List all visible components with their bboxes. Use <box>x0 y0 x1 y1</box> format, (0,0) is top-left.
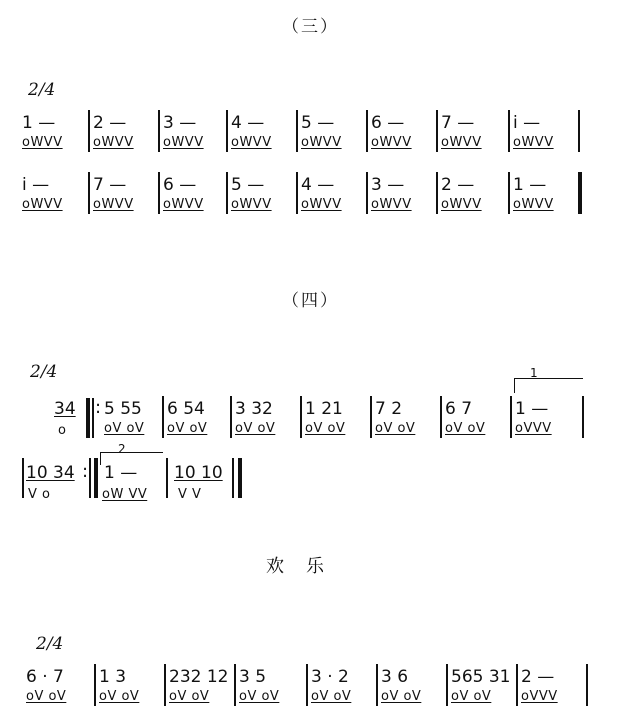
note-group: 7 — <box>441 113 475 133</box>
barline <box>296 172 298 214</box>
syllable-group: oV oV <box>26 689 67 704</box>
barline <box>508 110 510 152</box>
syllable-group: oV oV <box>99 689 140 704</box>
volta-number: 2 <box>118 442 126 456</box>
volta-bracket-1 <box>514 378 583 393</box>
syllable-group: oV oV <box>169 689 210 704</box>
barline <box>510 396 512 438</box>
barline <box>88 110 90 152</box>
note-group: 3 — <box>371 175 405 195</box>
syllable-group: oV oV <box>375 421 416 436</box>
syllable-group: oWVV <box>231 135 272 150</box>
note-group: 232 12 <box>169 667 229 687</box>
barline <box>162 396 164 438</box>
syllables: oW VV <box>102 487 148 502</box>
syllables: V o <box>28 487 51 502</box>
barline <box>158 110 160 152</box>
note-group: 1 21 <box>305 399 343 419</box>
final-bar <box>238 458 242 498</box>
barline <box>226 110 228 152</box>
syllable-group: oWVV <box>22 135 63 150</box>
syllable-group: oWVV <box>22 197 63 212</box>
note-group: 1 — <box>513 175 547 195</box>
note-group: 3 6 <box>381 667 409 687</box>
syllables: V V <box>178 487 202 502</box>
syllable-group: oWVV <box>163 135 204 150</box>
syllable-group: oV oV <box>311 689 352 704</box>
note-group: 565 31 <box>451 667 511 687</box>
syllable-group: oWVV <box>441 135 482 150</box>
pickup-notes: 34 <box>54 399 76 419</box>
note-group: 2 — <box>441 175 475 195</box>
section-title-4: （四） <box>282 291 339 311</box>
barline <box>22 458 24 498</box>
note-group: 6 7 <box>445 399 473 419</box>
syllable-group: oVVV <box>515 421 552 436</box>
time-signature: 2/4 <box>28 80 56 100</box>
repeat-dots: : <box>95 397 102 418</box>
barline <box>89 458 91 498</box>
note-group: 6 — <box>371 113 405 133</box>
notes: 10 10 <box>174 463 223 483</box>
syllable-group: oV oV <box>235 421 276 436</box>
notes: 1 — <box>104 463 138 483</box>
barline <box>230 396 232 438</box>
barline <box>436 172 438 214</box>
note-group: 2 — <box>521 667 555 687</box>
note-group: 1 — <box>515 399 549 419</box>
note-group: 6 · 7 <box>26 667 64 687</box>
barline <box>88 172 90 214</box>
note-group: 2 — <box>93 113 127 133</box>
syllable-group: oV oV <box>104 421 145 436</box>
barline <box>166 458 168 498</box>
barline <box>92 398 94 438</box>
syllable-group: oWVV <box>163 197 204 212</box>
barline <box>300 396 302 438</box>
note-group: 1 — <box>22 113 56 133</box>
syllable-group: oWVV <box>513 197 554 212</box>
note-group: 4 — <box>231 113 265 133</box>
note-group: 7 2 <box>375 399 403 419</box>
syllable-group: oV oV <box>167 421 208 436</box>
pickup-syllables: o <box>58 423 67 438</box>
note-group: 3 · 2 <box>311 667 349 687</box>
barline <box>158 172 160 214</box>
syllable-group: oWVV <box>93 135 134 150</box>
syllable-group: oV oV <box>239 689 280 704</box>
note-group: 6 — <box>163 175 197 195</box>
note-group: 4 — <box>301 175 335 195</box>
barline <box>436 110 438 152</box>
note-group: 1 3 <box>99 667 127 687</box>
note-group: 5 55 <box>104 399 142 419</box>
barline <box>578 110 580 152</box>
repeat-start-bar <box>86 398 90 438</box>
barline <box>508 172 510 214</box>
syllable-group: oV oV <box>381 689 422 704</box>
note-group: i — <box>22 175 50 195</box>
note-group: 3 32 <box>235 399 273 419</box>
syllable-group: oWVV <box>513 135 554 150</box>
time-signature: 2/4 <box>36 634 64 654</box>
repeat-dots: : <box>82 461 89 482</box>
section-title-3: （三） <box>282 17 339 37</box>
note-group: 6 54 <box>167 399 205 419</box>
section-title-joy: 欢 乐 <box>266 556 326 577</box>
repeat-end-bar <box>94 458 98 498</box>
barline <box>226 172 228 214</box>
volta-number: 1 <box>530 366 538 380</box>
barline <box>232 458 234 498</box>
syllable-group: oWVV <box>93 197 134 212</box>
barline <box>366 110 368 152</box>
note-group: 3 — <box>163 113 197 133</box>
note-group: i — <box>513 113 541 133</box>
barline <box>582 396 584 438</box>
syllable-group: oV oV <box>305 421 346 436</box>
syllable-group: oWVV <box>441 197 482 212</box>
note-group: 7 — <box>93 175 127 195</box>
barline <box>296 110 298 152</box>
syllable-group: oV oV <box>451 689 492 704</box>
barline <box>578 172 582 214</box>
note-group: 5 — <box>301 113 335 133</box>
notes: 10 34 <box>26 463 75 483</box>
syllable-group: oWVV <box>371 197 412 212</box>
barline <box>440 396 442 438</box>
time-signature: 2/4 <box>30 362 58 382</box>
note-group: 3 5 <box>239 667 267 687</box>
syllable-group: oWVV <box>371 135 412 150</box>
syllable-group: oV oV <box>445 421 486 436</box>
syllable-group: oVVV <box>521 689 558 704</box>
note-group: 5 — <box>231 175 265 195</box>
syllable-group: oWVV <box>301 197 342 212</box>
syllable-group: oWVV <box>231 197 272 212</box>
syllable-group: oWVV <box>301 135 342 150</box>
barline <box>370 396 372 438</box>
barline <box>366 172 368 214</box>
